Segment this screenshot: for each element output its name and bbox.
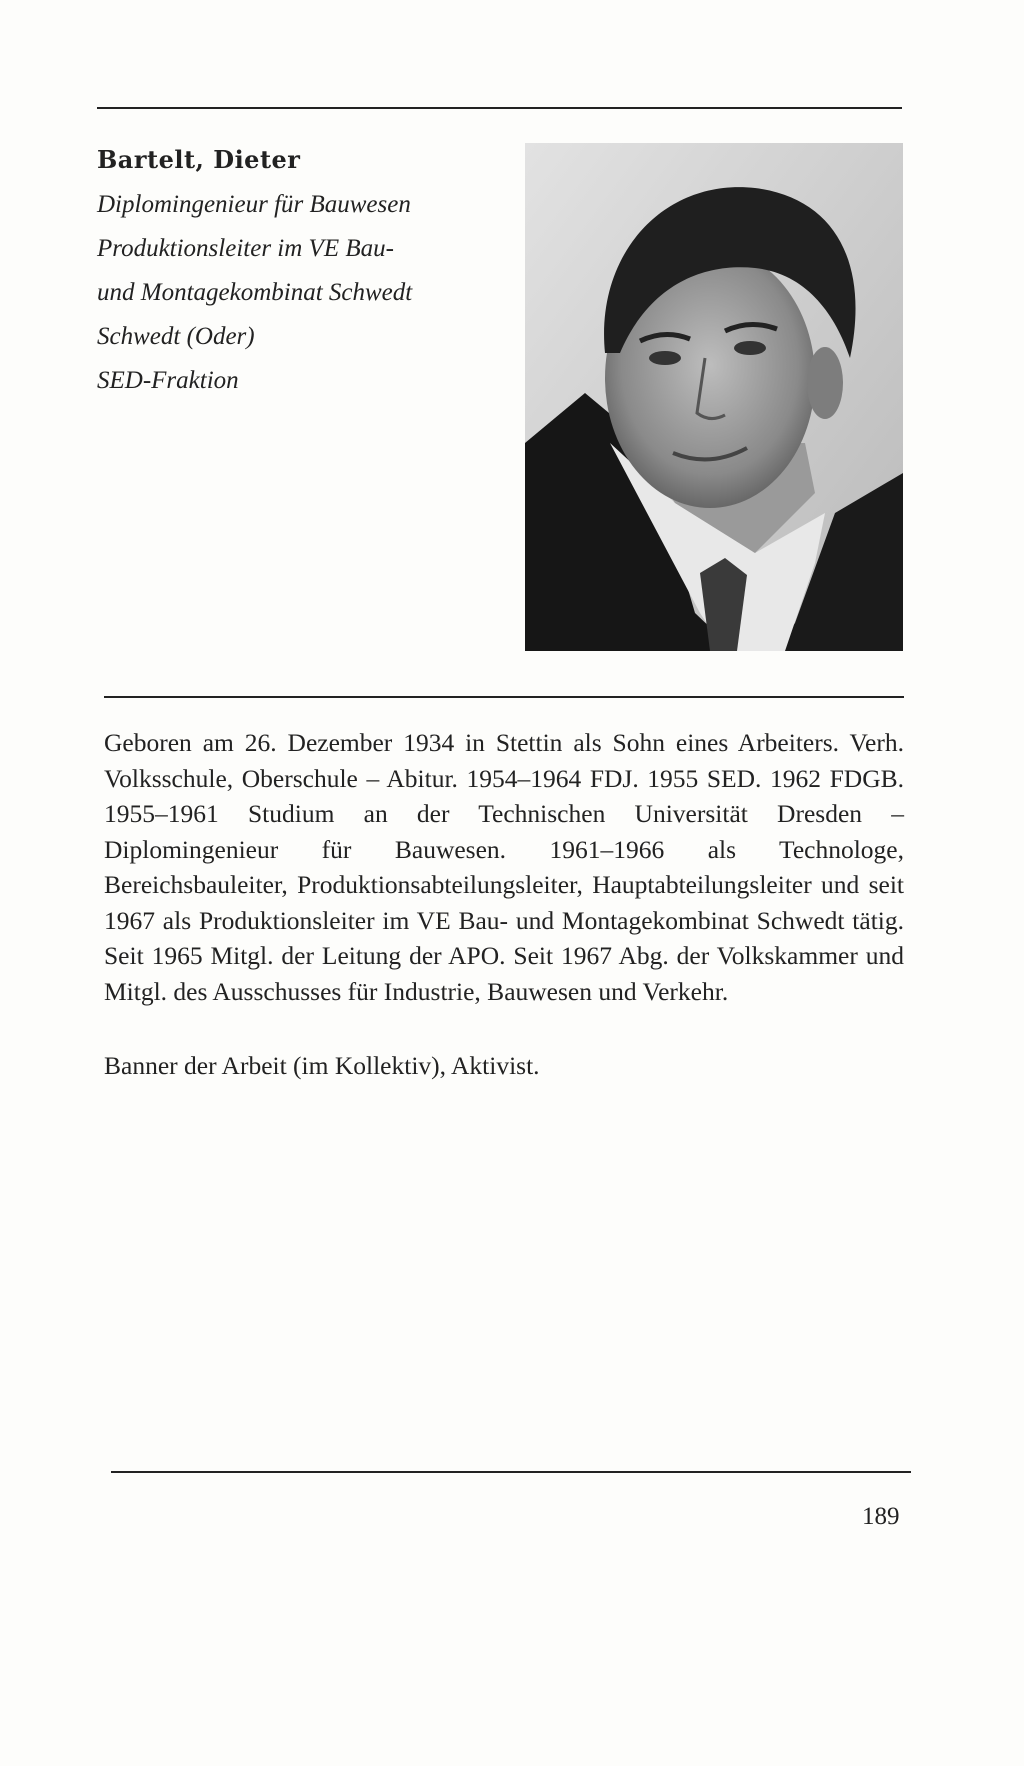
role-line-position: Produktionsleiter im VE Bau- <box>97 235 394 262</box>
bottom-rule <box>111 1471 911 1473</box>
middle-rule <box>104 696 904 698</box>
biography-text <box>104 725 904 1009</box>
role-line-faction: SED-Fraktion <box>97 367 239 394</box>
portrait-photo <box>525 143 903 651</box>
role-line-location: Schwedt (Oder) <box>97 323 255 350</box>
awards-line: Banner der Arbeit (im Kollektiv), Aktivist. <box>104 1051 540 1080</box>
top-rule <box>97 107 902 109</box>
role-line-degree: Diplomingenieur für Bauwesen <box>97 191 411 218</box>
person-name: Bartelt, Dieter <box>97 145 301 174</box>
role-line-employer: und Montagekombinat Schwedt <box>97 279 413 306</box>
page-number: 189 <box>862 1503 900 1530</box>
biography-paragraph: Geboren am 26. Dezember 1934 in Stettin als Sohn eines Arbeiters. Verh. Volksschule, Oberschule – Abitur. 1954–1964 FDJ. 1955 SED. 1962 FDGB. 1955–1961 Studium an der Technischen Universität Dresden – Diplomingenieur für Bauwesen. 1961–1966 als Technologe, Bereichsbauleiter, Produktionsabteilungsleiter, Hauptabteilungsleiter und seit 1967 als Produktionsleiter im VE Bau- und Montagekombinat Schwedt tätig. Seit 1965 Mitgl. der Leitung der APO. Seit 1967 Abg. der Volkskammer und Mitgl. des Ausschusses für Industrie, Bauwesen und Verkehr. <box>104 728 904 1006</box>
entry-header <box>97 145 517 403</box>
